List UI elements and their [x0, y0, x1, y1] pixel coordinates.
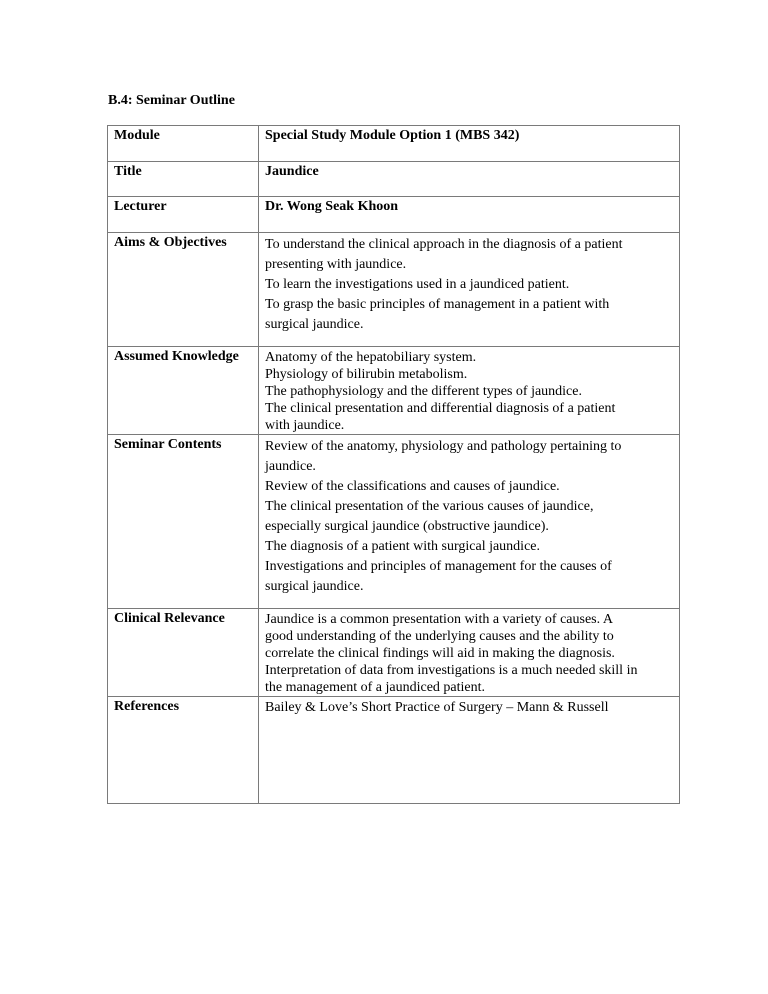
- contents-line: Investigations and principles of management for the causes of: [265, 559, 612, 574]
- lecturer-value: Dr. Wong Seak Khoon: [259, 197, 680, 233]
- module-label: Module: [108, 126, 259, 162]
- clinical-line: Interpretation of data from investigations is a much needed skill in: [265, 663, 638, 678]
- title-label: Title: [108, 162, 259, 197]
- aims-value: [259, 233, 680, 347]
- contents-line: especially surgical jaundice (obstructive jaundice).: [265, 519, 549, 534]
- row-references: [108, 697, 680, 804]
- contents-line: surgical jaundice.: [265, 579, 364, 594]
- assumed-line: Physiology of bilirubin metabolism.: [265, 367, 468, 382]
- contents-line: Review of the classifications and causes of jaundice.: [265, 479, 560, 494]
- document-heading: B.4: Seminar Outline: [108, 93, 235, 108]
- aims-line: To learn the investigations used in a jaundiced patient.: [265, 277, 570, 292]
- assumed-line: Anatomy of the hepatobiliary system.: [265, 350, 477, 365]
- contents-line: jaundice.: [265, 459, 316, 474]
- references-label: References: [108, 697, 259, 804]
- clinical-line: good understanding of the underlying causes and the ability to: [265, 629, 614, 644]
- contents-value: [259, 435, 680, 609]
- row-assumed-knowledge: [108, 347, 680, 435]
- row-lecturer: [108, 197, 680, 233]
- aims-line: To understand the clinical approach in the diagnosis of a patient: [265, 237, 623, 252]
- contents-line: The diagnosis of a patient with surgical jaundice.: [265, 539, 541, 554]
- row-title: [108, 162, 680, 197]
- row-module: [108, 126, 680, 162]
- assumed-label: Assumed Knowledge: [108, 347, 259, 435]
- references-line: Bailey & Love’s Short Practice of Surgery – Mann & Russell: [265, 700, 609, 715]
- seminar-outline-table: [107, 125, 680, 804]
- clinical-line: Jaundice is a common presentation with a variety of causes. A: [265, 612, 613, 627]
- contents-label: Seminar Contents: [108, 435, 259, 609]
- clinical-line: the management of a jaundiced patient.: [265, 680, 486, 695]
- references-value: [259, 697, 680, 804]
- row-clinical-relevance: [108, 609, 680, 697]
- aims-line: To grasp the basic principles of management in a patient with: [265, 297, 610, 312]
- row-seminar-contents: [108, 435, 680, 609]
- clinical-value: [259, 609, 680, 697]
- contents-line: The clinical presentation of the various causes of jaundice,: [265, 499, 594, 514]
- aims-line: surgical jaundice.: [265, 317, 364, 332]
- module-value: Special Study Module Option 1 (MBS 342): [259, 126, 680, 162]
- contents-line: Review of the anatomy, physiology and pathology pertaining to: [265, 439, 622, 454]
- assumed-value: [259, 347, 680, 435]
- assumed-line: The clinical presentation and differential diagnosis of a patient: [265, 401, 616, 416]
- clinical-line: correlate the clinical findings will aid in making the diagnosis.: [265, 646, 615, 661]
- assumed-line: The pathophysiology and the different types of jaundice.: [265, 384, 582, 399]
- aims-label: Aims & Objectives: [108, 233, 259, 347]
- assumed-line: with jaundice.: [265, 418, 345, 433]
- clinical-label: Clinical Relevance: [108, 609, 259, 697]
- aims-line: presenting with jaundice.: [265, 257, 407, 272]
- row-aims-objectives: [108, 233, 680, 347]
- title-value: Jaundice: [259, 162, 680, 197]
- lecturer-label: Lecturer: [108, 197, 259, 233]
